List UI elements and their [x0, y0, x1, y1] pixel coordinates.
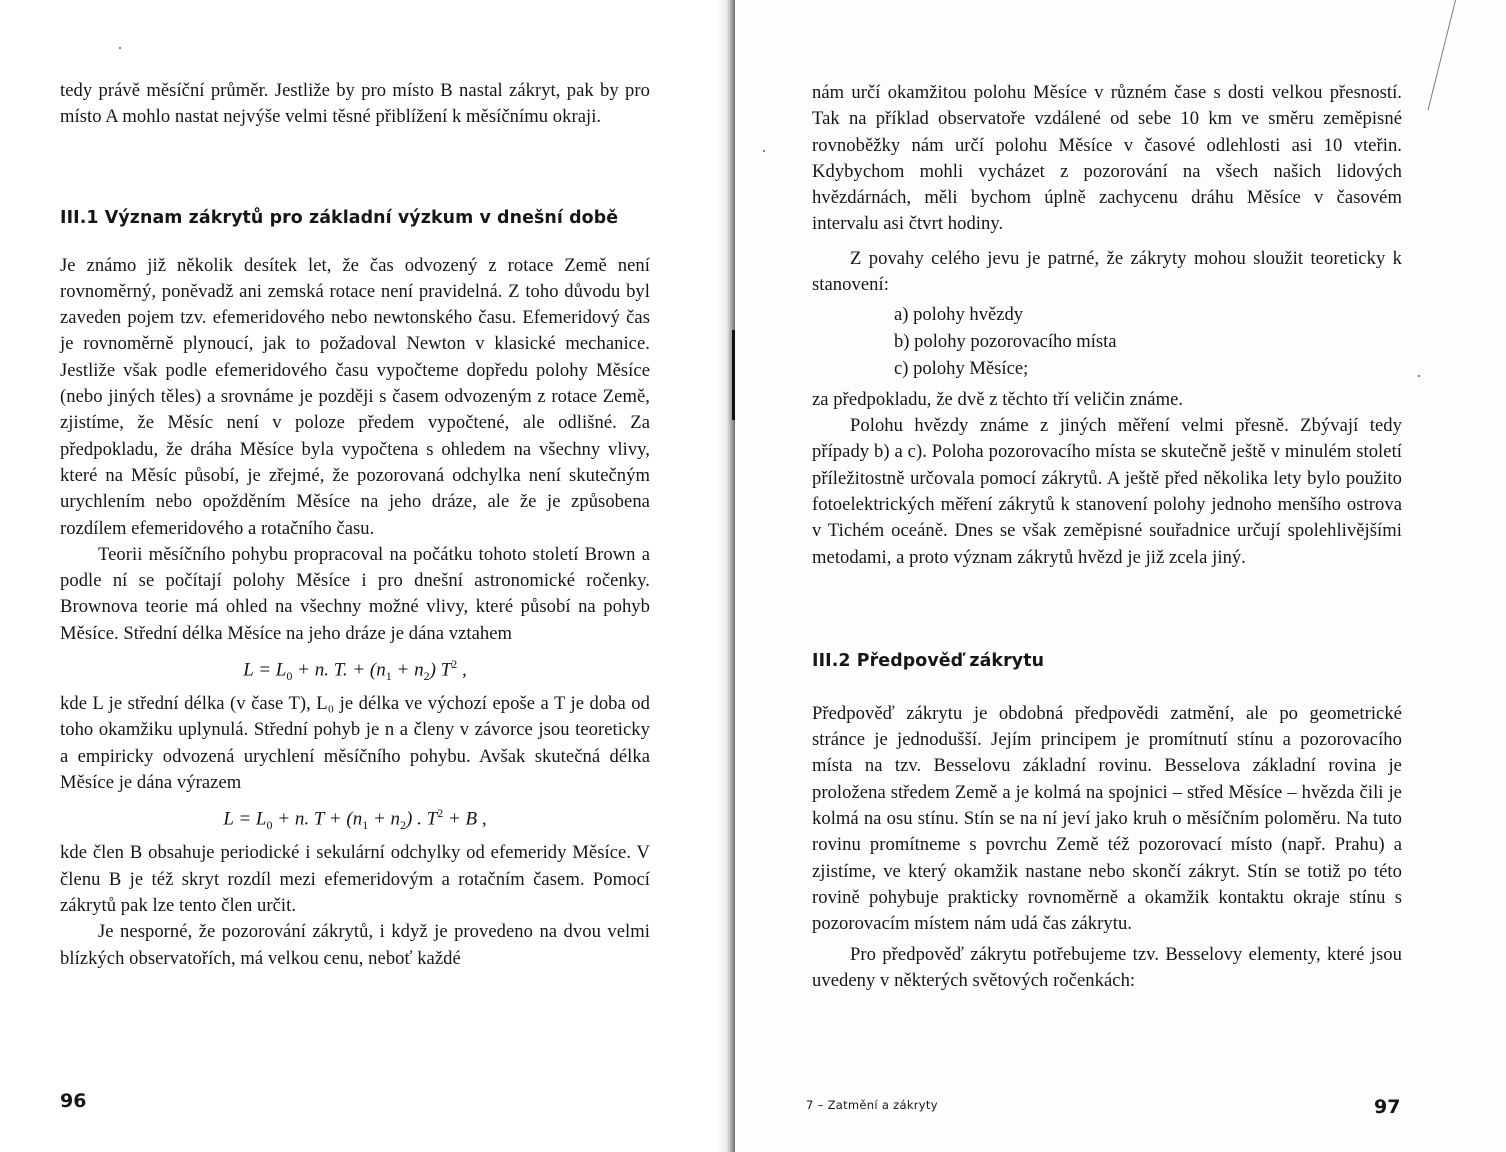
determination-list — [854, 302, 1402, 382]
section-heading-iii-2: III.2 Předpověď zákrytu — [812, 650, 1045, 671]
formula-sup: 2 — [437, 806, 444, 821]
intro-paragraph: tedy právě měsíční průměr. Jestliže by pro místo B nastal zákryt, pak by pro místo A mohlo nastat nejvýše velmi těsné přiblížení k měsíčnímu okraji. — [60, 80, 650, 128]
paragraph-1: Je známo již několik desítek let, že čas odvozený z rotace Země není rovnoměrný, poněvadž ani zemská rotace není pravidelná. Z toho důvodu byl zaveden pojem tzv. efemeridového nebo newtonského času. Efemeridový čas je rovnoměrně plynoucí, jak to požadoval Newton v klasické mechanice. Jestliže však podle efemeridového času vypočteme dopředu polohy Měsíce (nebo jiných těles) a srovnáme je později s časem odvozeným z rotace Země, zjistíme, že Měsíc není v poloze předem vypočtené, ale odlišné. Za předpokladu, že dráha Měsíce byla vypočtena s ohledem na všechny vlivy, které na Měsíc působí, je zřejmé, že pozorovaná odchylka není skutečným urychlením nebo opožděním Měsíce na jeho dráze, ale že je způsobena rozdílem efemeridového a rotačního času. — [60, 254, 650, 539]
formula-part1: + n. T + (n — [272, 808, 363, 830]
page-corner-edge — [1428, 0, 1496, 110]
paragraph-2: Z povahy celého jevu je patrné, že zákryty mohou sloužit teoreticky k stanovení: — [812, 247, 1402, 296]
formula-part2: + n — [391, 659, 424, 681]
formula-lhs: L — [223, 808, 234, 830]
chapter-footer: 7 – Zatmění a zákryty — [806, 1098, 938, 1112]
page-number-right: 97 — [1374, 1096, 1401, 1118]
paragraph-2: Teorii měsíčního pohybu propracoval na počátku tohoto století Brown a podle ní se počítají polohy Měsíce i pro dnešní astronomické ročenky. Brownova teorie má ohled na všechny možné vlivy, které působí na pohyb Měsíce. Střední délka Měsíce na jeho dráze je dána vztahem — [60, 543, 650, 644]
print-speck — [1418, 375, 1420, 377]
formula-sub1: 1 — [385, 669, 392, 684]
formula-end: + B , — [443, 808, 487, 830]
formula-true-longitude — [60, 798, 650, 840]
formula-part3: ) T — [429, 659, 452, 681]
paragraph-4: kde člen B obsahuje periodické i sekulární odchylky od efemeridy Měsíce. V členu B je též skryt rozdíl mezi efemeridovým a rotačním časem. Pomocí zákrytů pak lze tento člen určit. — [60, 842, 650, 917]
list-item: c) polohy Měsíce; — [894, 357, 1029, 379]
formula-sub1: 1 — [362, 818, 369, 833]
formula-sub2: 2 — [423, 669, 430, 684]
section-heading-iii-1: III.1 Význam zákrytů pro základní výzkum v dnešní době — [60, 207, 619, 228]
print-speck — [763, 150, 765, 152]
formula-sub0: 0 — [286, 669, 293, 684]
paragraph-1: nám určí okamžitou polohu Měsíce v různém čase s dosti velkou přesností. Tak na příklad observatoře vzdálené od sebe 10 km ve směru zeměpisné rovnoběžky nám určí polohu Měsíce v časové odlehlosti asi 10 vteřin. Kdybychom mohli vycházet z pozorování na všech našich lidových hvězdárnách, měli bychom úplně zachycenu dráhu Měsíce v časovém intervalu asi čtvrt hodiny. — [812, 82, 1402, 235]
paragraph-3: za předpokladu, že dvě z těchto tří veličin známe. — [812, 388, 1184, 410]
print-speck — [119, 47, 121, 49]
right-text-column — [812, 80, 1402, 994]
list-item: b) polohy pozorovacího místa — [894, 331, 1117, 353]
formula-part3: ) . T — [406, 808, 438, 830]
formula-sup: 2 — [451, 657, 458, 672]
paragraph-4: Polohu hvězdy známe z jiných měření velmi přesně. Zbývají tedy případy b) a c). Poloha pozorovacího místa se skutečně ještě v minulém století příležitostně určovala pomocí zákrytů. A ještě před několika lety bylo použito fotoelektrických měření zákrytů k stanovení polohy jednoho menšího ostrova v Tichém oceáně. Dnes se však zeměpisné souřadnice určují spolehlivějšími metodami, a proto význam zákrytů hvězd je již zcela jiný. — [812, 415, 1402, 568]
left-text-column — [60, 78, 650, 972]
page-number-left: 96 — [60, 1090, 87, 1112]
formula-lhs: L — [243, 659, 254, 681]
formula-end: , — [457, 659, 467, 681]
formula-mean-longitude — [60, 649, 650, 691]
formula-part1: + n. T. + (n — [292, 659, 386, 681]
left-page — [0, 0, 735, 1152]
paragraph-5: Je nesporné, že pozorování zákrytů, i když je provedeno na dvou velmi blízkých observatořích, má velkou cenu, neboť každé — [60, 921, 650, 969]
paragraph-5: Předpověď zákrytu je obdobná předpovědi zatmění, ale po geometrické stránce je jednodušší. Jejím principem je promítnutí stínu a pozorovacího místa na tzv. Besselovu základní rovinu. Besselova základní rovina je proložena středem Země a je kolmá na spojnici – střed Měsíce – hvězda čili je kolmá na osu stínu. Stín se na ní jeví jako kruh o měsíčním poloměru. Na tuto rovinu promítneme s povrchu Země též pozorovací místo (např. Prahu) a zjistíme, ve který okamžik nastane nebo skončí zákryt. Stín se totiž po této rovině pohybuje prakticky rovnoměrně a okamžik kontaktu okraje stínu s pozorovacím místem nám udá čas zákrytu. — [812, 702, 1402, 935]
formula-part2: + n — [368, 808, 401, 830]
formula-sub0: 0 — [266, 818, 273, 833]
list-item: a) polohy hvězdy — [894, 304, 1024, 326]
paragraph-3: kde L je střední délka (v čase T), L₀ je délka ve výchozí epoše a T je doba od toho okamžiku uplynulá. Střední pohyb je n a členy v závorce jsou teoreticky a empiricky odvozená urychlení měsíčního pohybu. Avšak skutečná délka Měsíce je dána výrazem — [60, 693, 650, 794]
formula-l: L — [275, 659, 287, 681]
formula-l: L — [255, 808, 267, 830]
formula-eq: = — [233, 808, 256, 830]
formula-sub2: 2 — [400, 818, 407, 833]
formula-eq: = — [253, 659, 276, 681]
paragraph-6: Pro předpověď zákrytu potřebujeme tzv. Besselovy elementy, které jsou uvedeny v některých světových ročenkách: — [812, 943, 1402, 991]
